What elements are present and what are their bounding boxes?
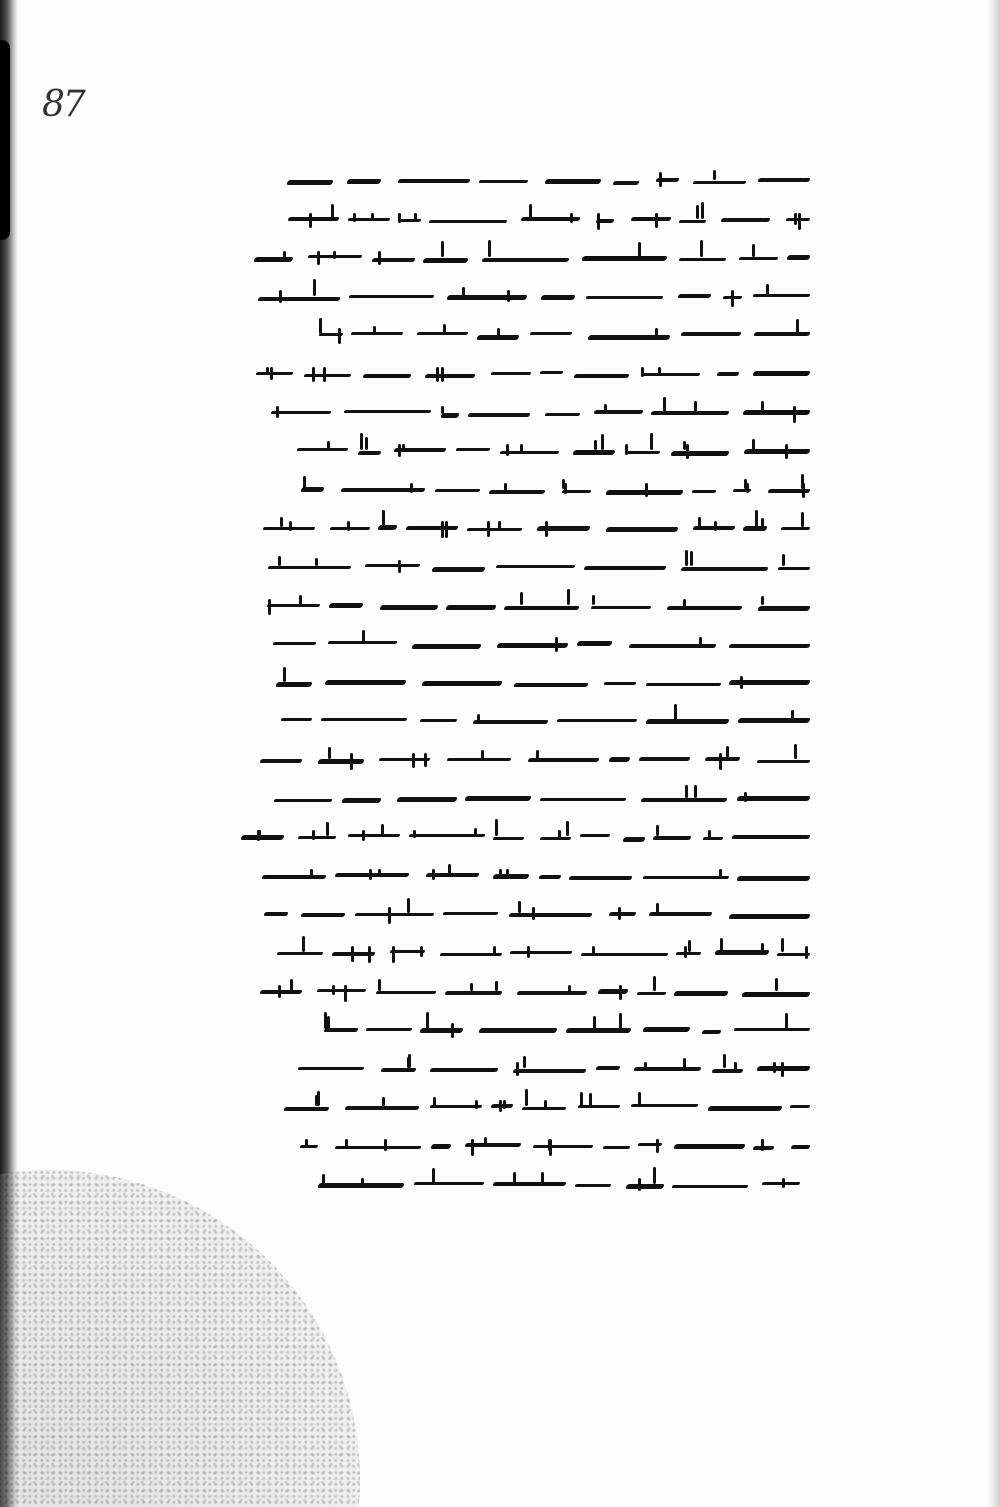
ink-word	[420, 710, 457, 728]
ink-word	[397, 788, 457, 806]
manuscript-line	[232, 351, 810, 391]
ink-word	[363, 363, 411, 381]
ink-word	[604, 672, 636, 690]
ink-word	[318, 749, 364, 767]
ink-word	[468, 402, 530, 420]
ink-word	[790, 1096, 810, 1114]
ink-word	[514, 672, 588, 690]
ink-word	[584, 556, 666, 574]
manuscript-line	[232, 583, 810, 623]
ink-word	[631, 1096, 698, 1114]
ink-word	[626, 1174, 664, 1192]
ink-word	[358, 440, 381, 458]
ink-word	[753, 286, 810, 304]
ink-word	[417, 324, 468, 342]
ink-word	[319, 324, 343, 342]
ink-word	[465, 788, 531, 806]
ink-word	[281, 710, 312, 728]
manuscript-line	[232, 1084, 810, 1124]
ink-word	[317, 981, 366, 999]
ink-word	[606, 479, 683, 497]
ink-word	[284, 1096, 329, 1114]
ink-word	[758, 170, 810, 188]
ink-word	[753, 1135, 774, 1153]
ink-word	[744, 440, 810, 458]
manuscript-line	[232, 776, 810, 816]
ink-word	[477, 324, 519, 342]
ink-word	[580, 826, 610, 844]
ink-word	[540, 826, 571, 844]
ink-word	[693, 170, 746, 188]
ink-word	[533, 1135, 593, 1153]
ink-word	[629, 633, 716, 651]
ink-word	[591, 595, 651, 613]
ink-word	[557, 710, 637, 728]
ink-word	[456, 440, 490, 458]
ink-word	[491, 363, 531, 381]
ink-word	[329, 595, 363, 613]
ink-word	[586, 286, 663, 304]
handwritten-text-block	[232, 158, 810, 1198]
ink-word	[540, 788, 626, 806]
ink-word	[588, 324, 670, 342]
ink-word	[430, 1096, 482, 1114]
ink-word	[562, 479, 591, 497]
ink-word	[703, 826, 723, 844]
ink-word	[732, 826, 810, 844]
ink-word	[539, 865, 561, 883]
ink-word	[679, 209, 706, 227]
manuscript-line	[232, 737, 810, 777]
ink-word	[409, 826, 485, 844]
binding-edge	[0, 40, 10, 240]
ink-word	[729, 903, 810, 921]
ink-word	[308, 247, 362, 265]
ink-word	[566, 1019, 631, 1037]
ink-word	[355, 903, 434, 921]
ink-word	[522, 1096, 566, 1114]
ink-word	[708, 1096, 782, 1114]
ink-word	[667, 595, 742, 613]
ink-word	[432, 556, 485, 574]
ink-word	[738, 710, 810, 728]
ink-word	[609, 749, 630, 767]
ink-word	[321, 710, 407, 728]
ink-word	[649, 903, 712, 921]
ink-word	[446, 595, 496, 613]
ink-word	[273, 633, 316, 651]
ink-word	[717, 363, 739, 381]
ink-word	[646, 672, 721, 690]
ink-word	[276, 672, 312, 690]
ink-word	[651, 402, 729, 420]
ink-word	[420, 1019, 463, 1037]
ink-word	[569, 865, 632, 883]
ink-word	[791, 1135, 810, 1153]
ink-word	[277, 942, 323, 960]
ink-word	[412, 633, 481, 651]
ink-word	[641, 363, 700, 381]
ink-word	[241, 826, 284, 844]
ink-word	[288, 209, 339, 227]
manuscript-line	[232, 312, 810, 352]
ink-word	[479, 170, 528, 188]
ink-word	[705, 749, 740, 767]
ink-word	[729, 633, 810, 651]
manuscript-line	[232, 1046, 810, 1086]
ink-word	[431, 1135, 451, 1153]
ink-word	[467, 517, 522, 535]
ink-word	[786, 209, 810, 227]
ink-word	[681, 324, 741, 342]
ink-word	[679, 247, 726, 265]
ink-word	[603, 1135, 630, 1153]
manuscript-line	[232, 1162, 810, 1202]
ink-word	[351, 324, 403, 342]
ink-word	[504, 595, 579, 613]
ink-word	[530, 324, 572, 342]
ink-word	[365, 556, 420, 574]
ink-word	[414, 1174, 484, 1192]
ink-word	[781, 517, 810, 535]
ink-word	[681, 556, 768, 574]
manuscript-line	[232, 158, 810, 198]
ink-word	[271, 402, 331, 420]
ink-word	[304, 363, 351, 381]
ink-word	[577, 633, 612, 651]
ink-word	[447, 749, 511, 767]
ink-word	[678, 286, 711, 304]
ink-word	[264, 903, 288, 921]
ink-word	[737, 865, 810, 883]
ink-word	[348, 826, 400, 844]
ink-word	[328, 633, 397, 651]
ink-word	[332, 942, 375, 960]
manuscript-line	[232, 621, 810, 661]
ink-word	[742, 981, 810, 999]
manuscript-line	[232, 467, 810, 507]
ink-word	[613, 170, 639, 188]
ink-word	[348, 209, 390, 227]
ink-word	[493, 865, 529, 883]
ink-word	[330, 517, 370, 535]
water-stain	[0, 1170, 360, 1507]
folio-number: 87	[42, 84, 84, 125]
ink-word	[778, 556, 810, 574]
ink-word	[723, 286, 742, 304]
ink-word	[671, 440, 729, 458]
ink-word	[378, 517, 397, 535]
ink-word	[493, 1174, 566, 1192]
manuscript-line	[232, 853, 810, 893]
ink-word	[743, 402, 810, 420]
ink-word	[729, 672, 810, 690]
ink-word	[739, 247, 778, 265]
manuscript-line	[232, 969, 810, 1009]
ink-word	[447, 286, 527, 304]
ink-word	[609, 903, 636, 921]
ink-word	[262, 865, 326, 883]
ink-word	[318, 1174, 404, 1192]
ink-word	[398, 209, 421, 227]
ink-word	[521, 209, 580, 227]
ink-word	[325, 672, 406, 690]
ink-word	[482, 247, 569, 265]
ink-word	[500, 440, 559, 458]
ink-word	[445, 981, 502, 999]
ink-word	[435, 479, 480, 497]
ink-word	[762, 1174, 800, 1192]
ink-word	[737, 788, 810, 806]
ink-word	[637, 981, 666, 999]
ink-word	[638, 1135, 662, 1153]
ink-word	[598, 981, 628, 999]
ink-word	[425, 363, 475, 381]
ink-word	[596, 1058, 620, 1076]
ink-word	[426, 865, 479, 883]
manuscript-line	[232, 235, 810, 275]
ink-word	[653, 826, 691, 844]
ink-word	[347, 170, 381, 188]
ink-word	[513, 1058, 586, 1076]
ink-word	[287, 170, 333, 188]
ink-word	[623, 826, 645, 844]
ink-word	[380, 595, 438, 613]
ink-word	[510, 942, 572, 960]
manuscript-line	[232, 1123, 810, 1163]
ink-word	[581, 942, 668, 960]
manuscript-line	[232, 891, 810, 931]
ink-word	[341, 479, 425, 497]
ink-word	[541, 286, 575, 304]
ink-word	[496, 556, 575, 574]
ink-word	[656, 170, 679, 188]
ink-word	[702, 1019, 721, 1037]
ink-word	[721, 209, 770, 227]
ink-word	[441, 402, 459, 420]
ink-word	[639, 749, 690, 767]
ink-word	[734, 1019, 810, 1037]
ink-word	[443, 903, 498, 921]
right-edge-shadow	[988, 0, 1000, 1507]
manuscript-line	[232, 274, 810, 314]
ink-word	[256, 363, 293, 381]
ink-word	[381, 1058, 416, 1076]
ink-word	[753, 363, 810, 381]
ink-word	[489, 479, 545, 497]
ink-word	[643, 865, 729, 883]
ink-word	[258, 286, 340, 304]
ink-word	[757, 749, 810, 767]
ink-word	[758, 595, 810, 613]
ink-word	[509, 903, 592, 921]
ink-word	[394, 440, 446, 458]
ink-word	[692, 479, 716, 497]
ink-word	[631, 209, 671, 227]
ink-word	[335, 865, 409, 883]
ink-word	[301, 479, 324, 497]
ink-word	[479, 1019, 557, 1037]
ink-word	[349, 286, 434, 304]
ink-word	[715, 942, 769, 960]
ink-word	[537, 517, 590, 535]
ink-word	[260, 749, 302, 767]
ink-word	[733, 479, 751, 497]
ink-word	[676, 942, 701, 960]
ink-word	[268, 556, 351, 574]
ink-word	[674, 1135, 745, 1153]
manuscript-line	[232, 390, 810, 430]
ink-word	[372, 247, 415, 265]
ink-word	[274, 788, 332, 806]
ink-word	[297, 440, 348, 458]
ink-word	[300, 1135, 318, 1153]
ink-word	[345, 1096, 419, 1114]
ink-word	[493, 826, 524, 844]
ink-word	[573, 440, 615, 458]
manuscript-line	[232, 930, 810, 970]
ink-word	[406, 517, 458, 535]
ink-word	[787, 247, 810, 265]
ink-word	[344, 402, 431, 420]
ink-word	[263, 517, 315, 535]
ink-word	[545, 402, 580, 420]
ink-word	[335, 1135, 421, 1153]
ink-word	[578, 1096, 620, 1114]
ink-word	[260, 981, 302, 999]
ink-word	[342, 788, 381, 806]
ink-word	[267, 595, 320, 613]
ink-word	[643, 1019, 690, 1037]
ink-word	[641, 788, 727, 806]
ink-word	[575, 1174, 611, 1192]
ink-word	[540, 363, 563, 381]
ink-word	[517, 981, 587, 999]
ink-word	[625, 440, 660, 458]
ink-word	[777, 942, 810, 960]
manuscript-line	[232, 197, 810, 237]
ink-word	[298, 826, 336, 844]
ink-word	[298, 1058, 364, 1076]
ink-word	[634, 1058, 701, 1076]
ink-word	[574, 363, 629, 381]
ink-word	[606, 517, 678, 535]
ink-word	[672, 1174, 748, 1192]
ink-word	[545, 170, 601, 188]
ink-word	[594, 402, 643, 420]
ink-word	[582, 247, 667, 265]
manuscript-line	[232, 1007, 810, 1047]
ink-word	[473, 710, 548, 728]
ink-word	[366, 1019, 412, 1037]
ink-word	[528, 749, 599, 767]
ink-word	[768, 479, 810, 497]
ink-word	[596, 209, 614, 227]
ink-word	[674, 981, 728, 999]
ink-word	[646, 710, 729, 728]
ink-word	[254, 247, 293, 265]
manuscript-line	[232, 505, 810, 545]
ink-word	[379, 749, 430, 767]
ink-word	[422, 672, 502, 690]
ink-word	[743, 517, 767, 535]
manuscript-line	[232, 544, 810, 584]
ink-word	[440, 942, 502, 960]
manuscript-line	[232, 698, 810, 738]
ink-word	[398, 170, 470, 188]
ink-word	[754, 324, 810, 342]
ink-word	[324, 1019, 358, 1037]
manuscript-line	[232, 428, 810, 468]
ink-word	[429, 209, 507, 227]
manuscript-line	[232, 814, 810, 854]
ink-word	[712, 1058, 743, 1076]
ink-word	[465, 1135, 521, 1153]
ink-word	[497, 633, 568, 651]
ink-word	[430, 1058, 498, 1076]
ink-word	[423, 247, 468, 265]
ink-word	[301, 903, 345, 921]
ink-word	[491, 1096, 513, 1114]
ink-word	[757, 1058, 810, 1076]
ink-word	[390, 942, 425, 960]
manuscript-line	[232, 660, 810, 700]
ink-word	[376, 981, 436, 999]
ink-word	[693, 517, 735, 535]
